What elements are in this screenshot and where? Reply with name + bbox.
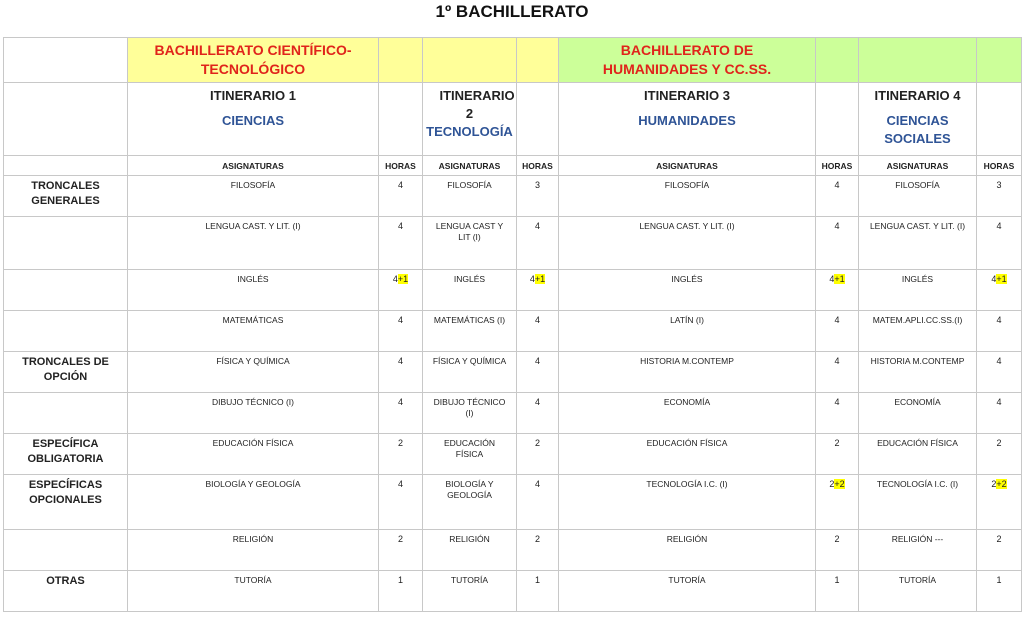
- hours-cell: [379, 311, 423, 352]
- subject-cell: LENGUA CAST. Y LIT. (I): [859, 217, 977, 270]
- page-title: 1º BACHILLERATO: [435, 2, 589, 21]
- extra-hours-highlight: +1: [534, 274, 546, 284]
- itinerario-3: ITINERARIO 3 HUMANIDADES: [559, 83, 816, 156]
- row-label: [4, 311, 128, 352]
- table-row: [4, 176, 1022, 217]
- hours-value: 4: [834, 221, 840, 231]
- table-row: [4, 434, 1022, 475]
- hours-value: 4: [534, 397, 540, 407]
- hours-cell: [977, 176, 1022, 217]
- subject-cell: LENGUA CAST Y LIT (I): [423, 217, 517, 270]
- hours-value: 4: [397, 479, 403, 489]
- hours-value: 4: [996, 315, 1002, 325]
- subject-cell: LENGUA CAST. Y LIT. (I): [559, 217, 816, 270]
- subject-cell: BIOLOGÍA Y GEOLOGÍA: [423, 475, 517, 530]
- extra-hours-highlight: +2: [834, 479, 845, 489]
- row-label: TRONCALES GENERALES: [4, 176, 128, 217]
- hours-value: 4: [991, 274, 997, 284]
- hours-value: 2: [991, 479, 997, 489]
- extra-hours-highlight: +2: [996, 479, 1007, 489]
- hours-value: 4: [397, 356, 403, 366]
- row-label: [4, 530, 128, 571]
- subject-cell: FILOSOFÍA: [423, 176, 517, 217]
- table-row: [4, 475, 1022, 530]
- subject-cell: EDUCACIÓN FÍSICA: [423, 434, 517, 475]
- hours-cell: [517, 270, 559, 311]
- hours-value: 4: [834, 180, 840, 190]
- hours-value: 4: [397, 397, 403, 407]
- hours-value: 4: [397, 221, 403, 231]
- hours-cell: [379, 217, 423, 270]
- subject-cell: FÍSICA Y QUÍMICA: [423, 352, 517, 393]
- hours-cell: [517, 217, 559, 270]
- hours-value: 4: [829, 274, 835, 284]
- row-label: ESPECÍFICA OBLIGATORIA: [4, 434, 128, 475]
- table-row: [4, 217, 1022, 270]
- hours-value: 2: [397, 438, 403, 448]
- hours-value: 4: [996, 221, 1002, 231]
- hours-value: 3: [534, 180, 540, 190]
- hours-cell: [816, 530, 859, 571]
- table-row: [4, 270, 1022, 311]
- hours-value: 2: [534, 534, 540, 544]
- hours-cell: [816, 393, 859, 434]
- hours-cell: [977, 393, 1022, 434]
- hours-cell: [379, 393, 423, 434]
- hours-value: 4: [834, 315, 840, 325]
- hours-value: 2: [996, 438, 1002, 448]
- header-hours: HORAS: [517, 156, 559, 176]
- subject-cell: RELIGIÓN: [128, 530, 379, 571]
- header-subjects: ASIGNATURAS: [423, 156, 517, 176]
- program-cientifico: BACHILLERATO CIENTÍFICO-TECNOLÓGICO: [128, 38, 379, 83]
- subject-cell: FILOSOFÍA: [559, 176, 816, 217]
- hours-value: 4: [397, 315, 403, 325]
- hours-cell: [816, 217, 859, 270]
- hours-value: 1: [397, 575, 403, 585]
- subject-cell: INGLÉS: [423, 270, 517, 311]
- header-hours: HORAS: [977, 156, 1022, 176]
- subject-cell: INGLÉS: [128, 270, 379, 311]
- subject-cell: DIBUJO TÉCNICO (I): [423, 393, 517, 434]
- hours-cell: [816, 311, 859, 352]
- hours-value: 4: [397, 180, 403, 190]
- hours-value: 4: [392, 274, 398, 284]
- hours-cell: [379, 176, 423, 217]
- subject-cell: TUTORÍA: [423, 571, 517, 612]
- row-label: [4, 217, 128, 270]
- schedule-table: [3, 37, 1022, 612]
- hours-value: 4: [834, 397, 840, 407]
- subject-cell: EDUCACIÓN FÍSICA: [859, 434, 977, 475]
- table-row: [4, 393, 1022, 434]
- header-hours: HORAS: [379, 156, 423, 176]
- hours-cell: [379, 530, 423, 571]
- subject-cell: TUTORÍA: [559, 571, 816, 612]
- itinerario-2: ITINERARIO 2 TECNOLOGÍA: [423, 83, 517, 156]
- hours-value: 1: [534, 575, 540, 585]
- extra-hours-highlight: +1: [397, 274, 409, 284]
- hours-value: 4: [834, 356, 840, 366]
- hours-cell: [379, 475, 423, 530]
- table-row: [4, 311, 1022, 352]
- itinerary-header-row: [4, 83, 1022, 156]
- row-label: OTRAS: [4, 571, 128, 612]
- hours-value: 4: [534, 356, 540, 366]
- subject-cell: HISTORIA M.CONTEMP: [559, 352, 816, 393]
- row-label: TRONCALES DE OPCIÓN: [4, 352, 128, 393]
- header-subjects: ASIGNATURAS: [128, 156, 379, 176]
- hours-cell: [977, 434, 1022, 475]
- hours-cell: [517, 311, 559, 352]
- hours-cell: [816, 352, 859, 393]
- subject-cell: MATEMÁTICAS (I): [423, 311, 517, 352]
- hours-cell: [517, 475, 559, 530]
- table-row: [4, 571, 1022, 612]
- subject-cell: LATÍN (I): [559, 311, 816, 352]
- subject-cell: TUTORÍA: [128, 571, 379, 612]
- hours-cell: [977, 217, 1022, 270]
- subject-cell: LENGUA CAST. Y LIT. (I): [128, 217, 379, 270]
- subject-cell: FILOSOFÍA: [128, 176, 379, 217]
- hours-cell: [379, 270, 423, 311]
- row-label: [4, 270, 128, 311]
- subject-cell: RELIGIÓN: [559, 530, 816, 571]
- subject-cell: MATEM.APLI.CC.SS.(I): [859, 311, 977, 352]
- header-subjects: ASIGNATURAS: [859, 156, 977, 176]
- hours-value: 2: [534, 438, 540, 448]
- subject-cell: BIOLOGÍA Y GEOLOGÍA: [128, 475, 379, 530]
- hours-value: 4: [996, 356, 1002, 366]
- subject-cell: FÍSICA Y QUÍMICA: [128, 352, 379, 393]
- subject-cell: RELIGIÓN ---: [859, 530, 977, 571]
- program-header-row: [4, 38, 1022, 83]
- hours-cell: [977, 475, 1022, 530]
- row-label: [4, 393, 128, 434]
- table-row: [4, 352, 1022, 393]
- hours-cell: [816, 270, 859, 311]
- subject-cell: FILOSOFÍA: [859, 176, 977, 217]
- subject-cell: RELIGIÓN: [423, 530, 517, 571]
- hours-cell: [379, 352, 423, 393]
- row-label: ESPECÍFICAS OPCIONALES: [4, 475, 128, 530]
- header-subjects: ASIGNATURAS: [559, 156, 816, 176]
- extra-hours-highlight: +1: [834, 274, 845, 284]
- program-humanidades: BACHILLERATO DE HUMANIDADES Y CC.SS.: [559, 38, 816, 83]
- hours-cell: [816, 176, 859, 217]
- subject-cell: DIBUJO TÉCNICO (I): [128, 393, 379, 434]
- hours-value: 2: [829, 479, 835, 489]
- subject-cell: ECONOMÍA: [559, 393, 816, 434]
- hours-cell: [977, 571, 1022, 612]
- subject-cell: HISTORIA M.CONTEMP: [859, 352, 977, 393]
- subject-cell: ECONOMÍA: [859, 393, 977, 434]
- hours-value: 2: [996, 534, 1002, 544]
- hours-cell: [379, 434, 423, 475]
- hours-cell: [816, 571, 859, 612]
- itinerario-1: ITINERARIO 1 CIENCIAS: [128, 83, 379, 156]
- hours-value: 4: [534, 315, 540, 325]
- hours-cell: [977, 352, 1022, 393]
- subject-cell: INGLÉS: [859, 270, 977, 311]
- hours-cell: [517, 434, 559, 475]
- hours-value: 4: [534, 221, 540, 231]
- hours-cell: [517, 571, 559, 612]
- hours-cell: [517, 393, 559, 434]
- hours-value: 4: [529, 274, 535, 284]
- hours-cell: [977, 311, 1022, 352]
- hours-cell: [379, 571, 423, 612]
- corner-cell: [4, 38, 128, 83]
- hours-value: 4: [534, 479, 540, 489]
- hours-value: 3: [996, 180, 1002, 190]
- hours-cell: [977, 530, 1022, 571]
- hours-cell: [977, 270, 1022, 311]
- header-hours: HORAS: [816, 156, 859, 176]
- subject-cell: EDUCACIÓN FÍSICA: [559, 434, 816, 475]
- hours-value: 2: [834, 534, 840, 544]
- subject-cell: TECNOLOGÍA I.C. (I): [859, 475, 977, 530]
- hours-cell: [517, 176, 559, 217]
- subject-cell: MATEMÁTICAS: [128, 311, 379, 352]
- subject-cell: INGLÉS: [559, 270, 816, 311]
- hours-value: 1: [996, 575, 1002, 585]
- hours-value: 1: [834, 575, 840, 585]
- itinerario-4: ITINERARIO 4 CIENCIAS SOCIALES: [859, 83, 977, 156]
- hours-value: 2: [397, 534, 403, 544]
- subject-cell: TECNOLOGÍA I.C. (I): [559, 475, 816, 530]
- column-header-row: [4, 156, 1022, 176]
- hours-cell: [517, 352, 559, 393]
- hours-cell: [517, 530, 559, 571]
- hours-cell: [816, 475, 859, 530]
- hours-value: 2: [834, 438, 840, 448]
- extra-hours-highlight: +1: [996, 274, 1007, 284]
- hours-cell: [816, 434, 859, 475]
- hours-value: 4: [996, 397, 1002, 407]
- table-row: [4, 530, 1022, 571]
- subject-cell: TUTORÍA: [859, 571, 977, 612]
- subject-cell: EDUCACIÓN FÍSICA: [128, 434, 379, 475]
